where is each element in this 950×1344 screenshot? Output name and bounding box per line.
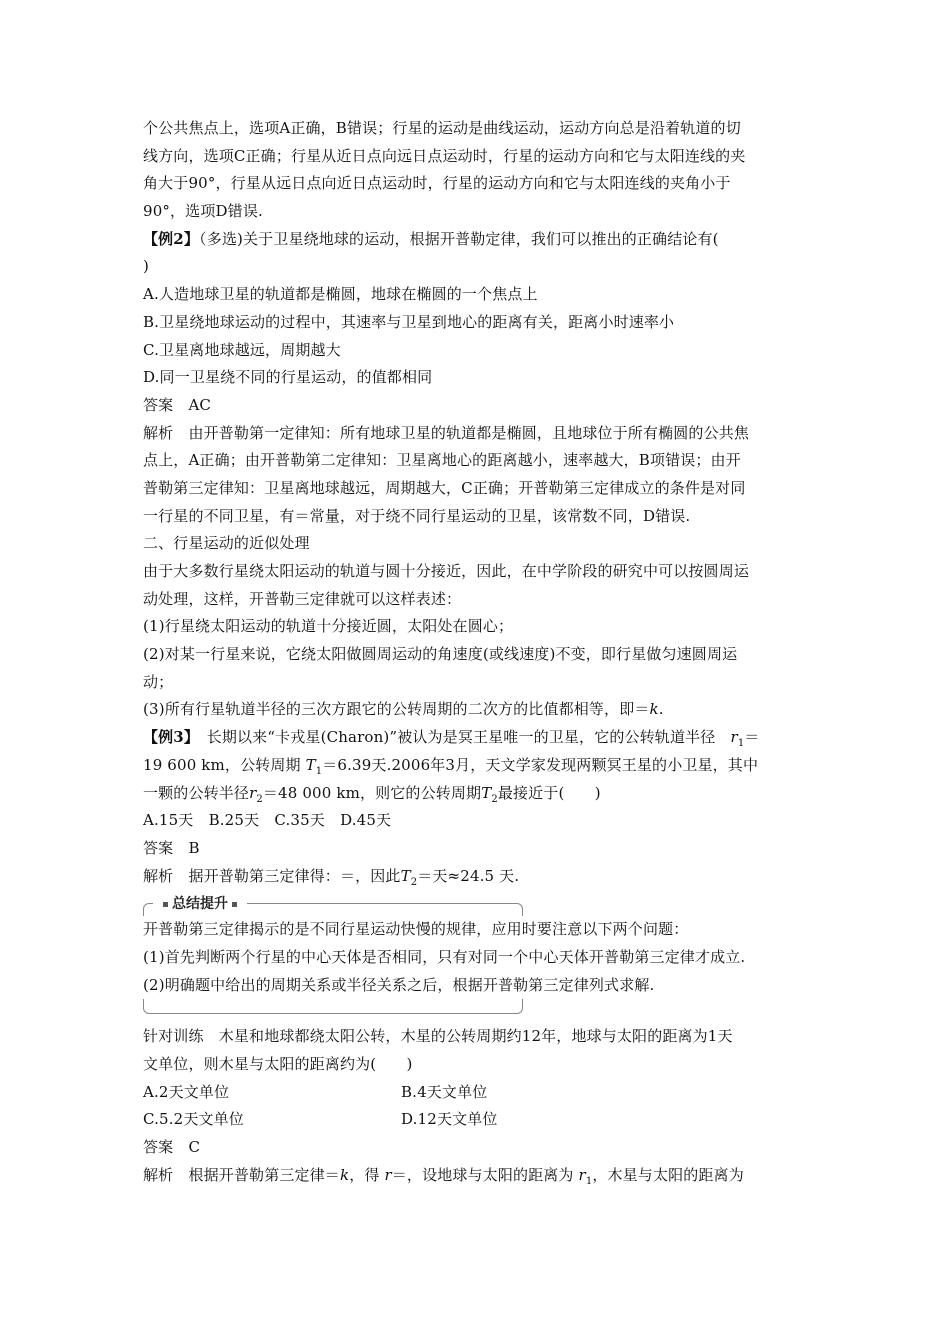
example-tag: 【例3】 (143, 728, 192, 747)
option-c: C.卫星离地球越远，周期越大 (143, 340, 341, 359)
text-line: 角大于90°，行星从远日点向近日点运动时，行星的运动方向和它与太阳连线的夹角小于 (143, 174, 731, 193)
options-row (143, 1079, 813, 1107)
option-a: A.人造地球卫星的轨道都是椭圆，地球在椭圆的一个焦点上 (143, 285, 538, 304)
text-line: 由于大多数行星绕太阳运动的轨道与圆十分接近，因此，在中学阶段的研究中可以按圆周运 (143, 562, 750, 580)
document-page (143, 115, 813, 1189)
text-span: 长期以来“卡戎星(Charon)”被认为是冥王星唯一的卫星，它的公转轨道半径 (206, 728, 716, 747)
text-span: ，木星与太阳的距离为 (592, 1165, 744, 1184)
option-b: B.卫星绕地球运动的过程中，其速率与卫星到地心的距离有关，距离小时速率小 (143, 312, 675, 331)
example-2-stem (143, 226, 813, 254)
summary-frame-bottom (143, 999, 523, 1014)
subscript: 1 (315, 765, 323, 777)
summary-title (153, 894, 247, 914)
text-span: 19 600 km，公转周期 (143, 755, 301, 774)
options-row (143, 1106, 813, 1134)
text-span: ＝6.39天.2006年3月，天文学家发现两颗冥王星的小卫星，其中 (322, 755, 759, 774)
text-line: 针对训练 木星和地球都绕太阳公转，木星的公转周期约12年，地球与太阳的距离为1天 (143, 1027, 733, 1046)
text-line: ) (143, 257, 150, 276)
text-span: 解析 根据开普勒第三定律＝ (143, 1165, 340, 1184)
subscript: 1 (737, 738, 745, 750)
option-c: C.5.2天文单位 (143, 1110, 244, 1129)
text-line: 90°，选项D错误. (143, 202, 263, 221)
text-line: (2)对某一行星来说，它绕太阳做圆周运动的角速度(或线速度)不变，即行星做匀速圆周运 (143, 645, 738, 664)
text-span: 一颗的公转半径 (143, 783, 250, 802)
analysis-line: 普勒第三定律知：卫星离地球越远，周期越大，C正确；开普勒第三定律成立的条件是对同 (143, 478, 746, 497)
section-heading: 二、行星运动的近似处理 (143, 534, 310, 553)
option-d: D.同一卫星绕不同的行星运动，的值都相同 (143, 368, 433, 387)
example-3-stem (143, 724, 813, 752)
text-line (143, 780, 813, 808)
text-span: ，得 (349, 1165, 380, 1184)
training-exercise (143, 1023, 813, 1189)
example-2 (143, 226, 813, 531)
option-a: A.2天文单位 (143, 1082, 230, 1101)
example-tag: 【例2】 (143, 229, 200, 248)
analysis-line (143, 863, 813, 891)
section-2 (143, 530, 813, 724)
intro-paragraph (143, 115, 813, 226)
text-span: (3)所有行星轨道半径的三次方跟它的公转周期的二次方的比值都相等，即＝ (143, 700, 650, 719)
symbol-t: T (305, 755, 316, 774)
answer: 答案 C (143, 1138, 201, 1157)
symbol-t: T (400, 866, 411, 885)
answer: 答案 B (143, 838, 200, 857)
symbol-r: r (249, 783, 257, 802)
subscript: 1 (585, 1175, 593, 1187)
example-stem: （多选)关于卫星绕地球的运动，根据开普勒定律，我们可以推出的正确结论有( (199, 229, 719, 248)
symbol-r: r (730, 728, 738, 747)
text-line: 线方向，选项C正确；行星从近日点向远日点运动时，行星的运动方向和它与太阳连线的夹 (143, 146, 746, 165)
summary-footer (143, 999, 813, 1019)
text-line: 文单位，则木星与太阳的距离约为( ) (143, 1055, 413, 1073)
option-d: D.12天文单位 (401, 1110, 498, 1129)
subscript: 2 (491, 793, 498, 805)
subscript: 2 (410, 876, 418, 888)
text-line (143, 696, 813, 724)
text-span: 解析 据开普勒第三定律得：＝，因此 (143, 866, 401, 885)
summary-line: 开普勒第三定律揭示的是不同行星运动快慢的规律，应用时要注意以下两个问题： (143, 920, 689, 939)
symbol-t: T (481, 783, 492, 802)
text-line: (1)行星绕太阳运动的轨道十分接近圆，太阳处在圆心； (143, 617, 514, 636)
symbol-r: r (578, 1165, 586, 1184)
symbol-r: r (384, 1165, 392, 1184)
subscript: 2 (256, 793, 263, 805)
summary-header (143, 894, 813, 914)
text-line: 动； (143, 672, 174, 691)
text-span: . (658, 700, 664, 719)
analysis-line (143, 1162, 813, 1190)
text-span: ＝天≈24.5 天. (417, 866, 520, 885)
text-span: ＝ (744, 728, 760, 747)
answer: 答案 AC (143, 395, 212, 414)
square-bullet-icon (163, 902, 168, 907)
symbol-k: k (339, 1165, 350, 1184)
analysis-line: 解析 由开普勒第一定律知：所有地球卫星的轨道都是椭圆，且地球位于所有椭圆的公共焦 (143, 423, 750, 442)
analysis-line: 点上，A正确；由开普勒第二定律知：卫星离地心的距离越小，速率越大，B项错误；由开 (143, 451, 741, 470)
text-span: ＝，设地球与太阳的距离为 (391, 1165, 574, 1184)
text-line: 动处理，这样，开普勒三定律就可以这样表述： (143, 589, 462, 608)
text-line (143, 752, 813, 780)
text-span: 最接近于( ) (497, 783, 601, 802)
summary-title-text: 总结提升 (172, 896, 228, 913)
text-line: 个公共焦点上，选项A正确，B错误；行星的运动是曲线运动，运动方向总是沿着轨道的切 (143, 119, 741, 137)
summary-box (143, 894, 813, 1019)
option-b: B.4天文单位 (401, 1082, 488, 1101)
summary-line: (1)首先判断两个行星的中心天体是否相同，只有对同一个中心天体开普勒第三定律才成立. (143, 947, 746, 966)
example-3 (143, 724, 813, 890)
analysis-line: 一行星的不同卫星，有＝常量，对于绕不同行星运动的卫星，该常数不同，D错误. (143, 506, 691, 525)
options-row: A.15天 B.25天 C.35天 D.45天 (143, 811, 392, 830)
symbol-k: k (649, 700, 659, 719)
square-bullet-icon (232, 902, 237, 907)
summary-line: (2)明确题中给出的周期关系或半径关系之后，根据开普勒第三定律列式求解. (143, 975, 655, 994)
text-span: ＝48 000 km，则它的公转周期 (262, 783, 482, 802)
